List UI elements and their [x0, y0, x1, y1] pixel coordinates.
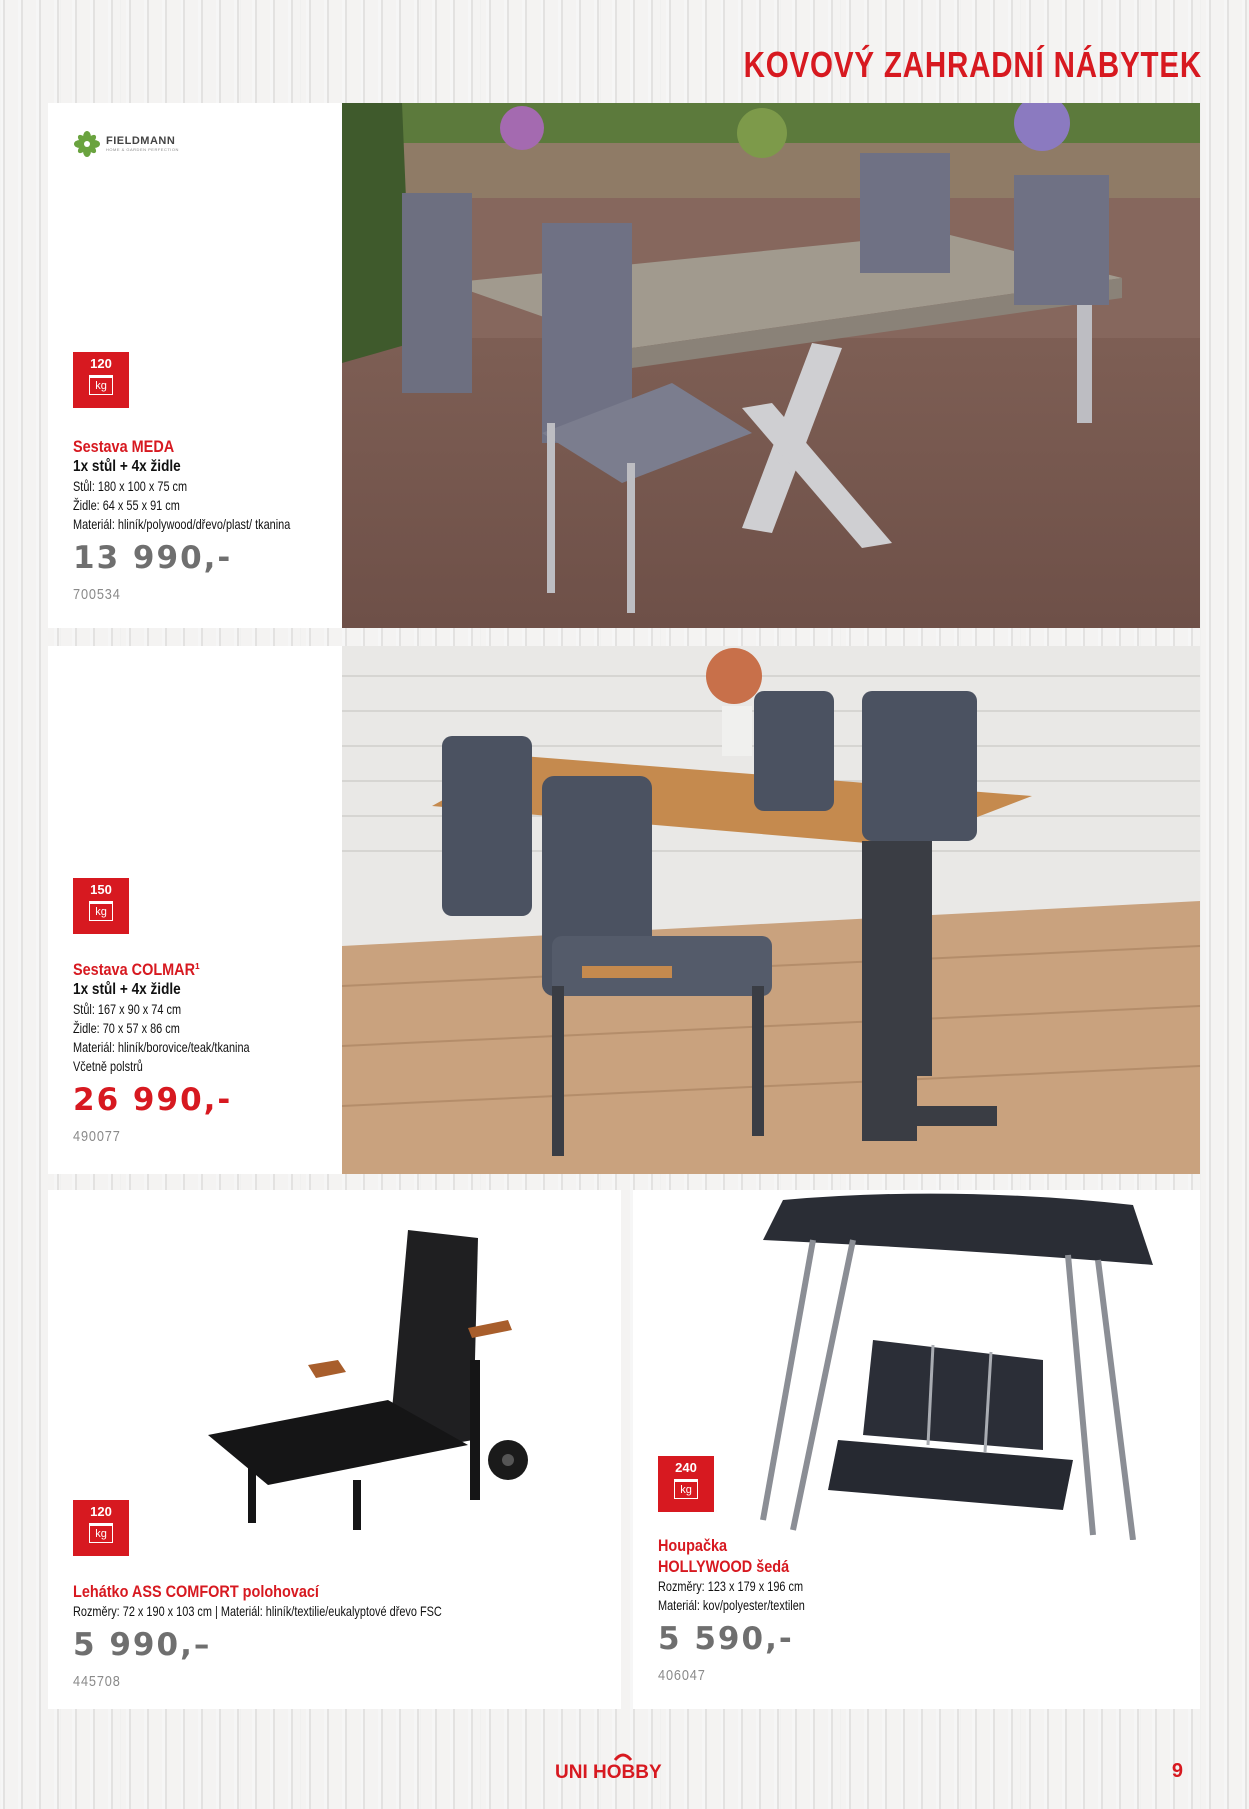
product-photo-colmar[interactable] [342, 646, 1200, 1174]
product-photo-meda[interactable] [342, 103, 1200, 628]
fieldmann-leaf-icon [74, 131, 100, 157]
product-price: 26 990,- [73, 1082, 233, 1118]
product-info-meda [73, 436, 352, 603]
product-name: Sestava COLMAR¹ [73, 960, 200, 979]
brand-name: FIELDMANN [106, 135, 176, 147]
page-number: 9 [1171, 1760, 1183, 1782]
uni-hobby-logo[interactable] [555, 1752, 691, 1782]
product-photo-lounger[interactable] [208, 1210, 538, 1540]
product-code: 490077 [73, 1128, 121, 1145]
load-capacity-badge: 120 kg [73, 1500, 129, 1556]
product-name: HOLLYWOOD šedá [658, 1557, 790, 1576]
product-spec: Rozměry: 72 x 190 x 103 cm | Materiál: hliník/textilie/eukalyptové dřevo FSC [73, 1603, 442, 1619]
product-spec: Včetně polstrů [73, 1058, 143, 1074]
product-info-lounger [73, 1581, 546, 1690]
product-code: 700534 [73, 586, 121, 603]
product-spec: Materiál: hliník/polywood/dřevo/plast/ tkanina [73, 516, 291, 532]
product-subtitle: 1x stůl + 4x židle [73, 458, 181, 475]
footer-logo-text: UNI HOBBY [555, 1762, 662, 1782]
product-photo-swing[interactable] [743, 1190, 1163, 1540]
product-spec: Materiál: kov/polyester/textilen [658, 1597, 805, 1613]
product-code: 445708 [73, 1673, 121, 1690]
load-capacity-badge: 150 kg [73, 878, 129, 934]
product-price: 13 990,- [73, 540, 233, 576]
page-title: KOVOVÝ ZAHRADNÍ NÁBYTEK [743, 44, 1202, 85]
load-capacity-badge: 120 kg [73, 352, 129, 408]
product-price: 5 990,– [73, 1627, 212, 1663]
product-spec: Stůl: 167 x 90 x 74 cm [73, 1001, 182, 1017]
product-spec: Židle: 64 x 55 x 91 cm [73, 497, 180, 513]
product-spec: Stůl: 180 x 100 x 75 cm [73, 478, 188, 494]
product-info-swing [658, 1535, 846, 1684]
product-info-colmar [73, 959, 299, 1145]
product-spec: Židle: 70 x 57 x 86 cm [73, 1020, 180, 1036]
brand-tagline: HOME & GARDEN PERFECTION [106, 147, 179, 152]
product-spec: Rozměry: 123 x 179 x 196 cm [658, 1578, 804, 1594]
brand-logo [74, 131, 179, 157]
product-name: Houpačka [658, 1536, 728, 1555]
product-name: Lehátko ASS COMFORT polohovací [73, 1582, 319, 1601]
product-code: 406047 [658, 1667, 706, 1684]
product-spec: Materiál: hliník/borovice/teak/tkanina [73, 1039, 250, 1055]
product-subtitle: 1x stůl + 4x židle [73, 981, 181, 998]
product-name: Sestava MEDA [73, 437, 175, 456]
product-price: 5 590,- [658, 1621, 794, 1657]
load-capacity-badge: 240 kg [658, 1456, 714, 1512]
